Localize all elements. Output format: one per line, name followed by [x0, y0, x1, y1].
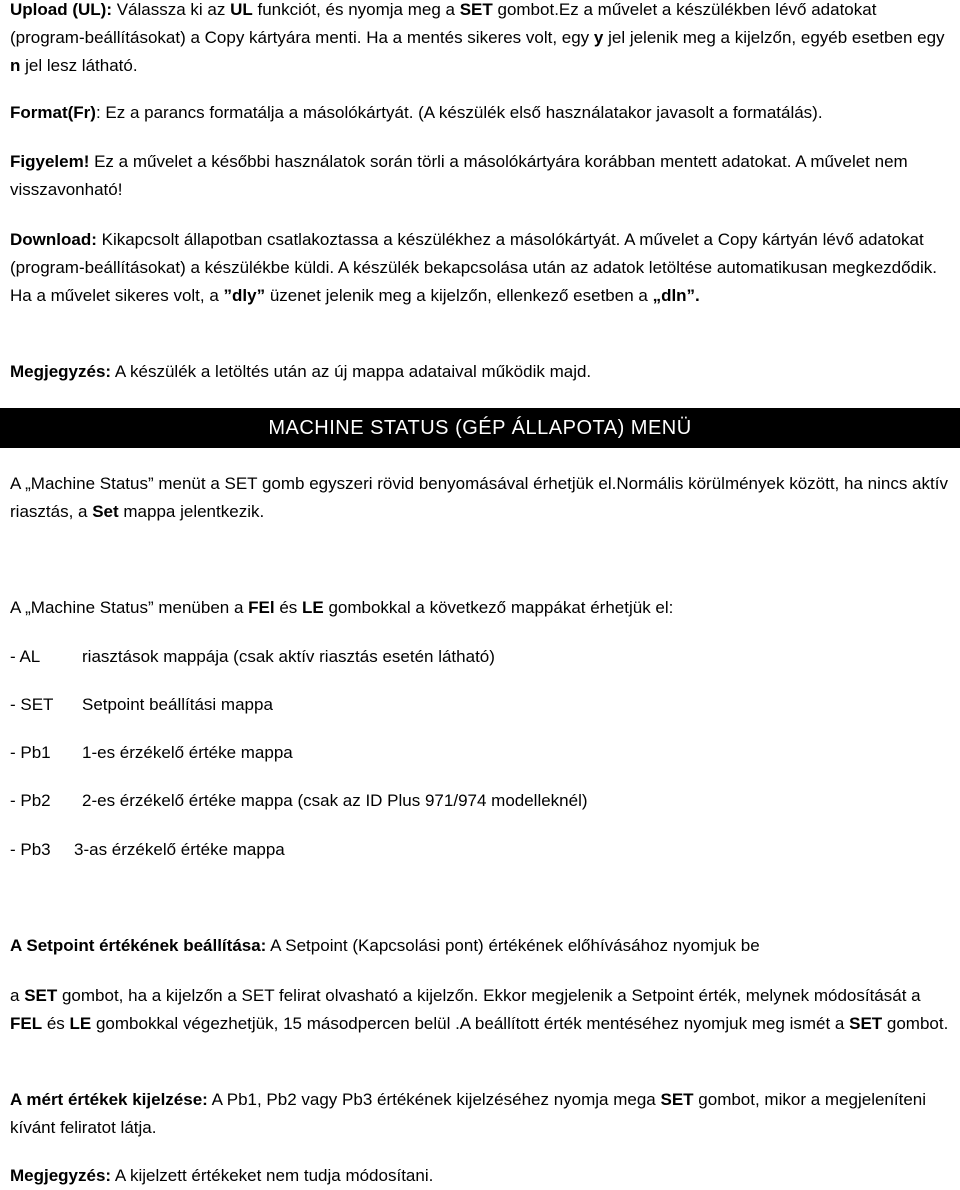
- intro-paragraph: [10, 470, 950, 526]
- dly-message: ”dly”: [223, 286, 266, 305]
- format-paragraph: [10, 99, 950, 127]
- folder-code: - Pb1: [10, 743, 51, 762]
- folder-description: Setpoint beállítási mappa: [82, 695, 273, 714]
- upload-text: Válassza ki az: [111, 0, 231, 19]
- setpoint-label: A Setpoint értékének beállítása:: [10, 936, 267, 955]
- download-text: üzenet jelenik meg a kijelzőn, ellenkező esetben a: [265, 286, 653, 305]
- measured-label: A mért értékek kijelzése:: [10, 1090, 208, 1109]
- upload-text: funkciót, és nyomja meg a: [252, 0, 460, 19]
- setpoint-text: gombokkal végezhetjük, 15 másodpercen belül .A beállított érték mentéséhez nyomjuk meg ismét a: [91, 1014, 850, 1033]
- le-key: LE: [302, 598, 324, 617]
- le-key: LE: [69, 1014, 92, 1033]
- intro-text: gombokkal a következő mappákat érhetjük el:: [323, 598, 674, 617]
- measured-text: gombot, mikor a megjeleníteni kívánt feliratot látja.: [10, 1090, 927, 1137]
- fel-key: FEl: [248, 598, 275, 617]
- note-paragraph: [10, 358, 950, 386]
- note-paragraph: [10, 1162, 950, 1190]
- upload-label: Upload (UL):: [10, 0, 112, 19]
- setpoint-text: A Setpoint (Kapcsolási pont) értékének előhívásához nyomjuk be: [266, 936, 760, 955]
- section-banner: MACHINE STATUS (GÉP ÁLLAPOTA) MENÜ: [0, 408, 960, 448]
- set-key: SET: [849, 1014, 883, 1033]
- intro-text: mappa jelentkezik.: [118, 502, 265, 521]
- folder-code: - AL: [10, 647, 41, 666]
- folder-description: 2-es érzékelő értéke mappa (csak az ID Plus 971/974 modelleknél): [82, 791, 588, 810]
- intro-text: A „Machine Status” menüt a SET gomb egyszeri rövid benyomásával érhetjük el.Normális körülmények között, ha nincs aktív riasztás, a: [10, 474, 948, 521]
- ul-code: UL: [230, 0, 253, 19]
- setpoint-heading-line: [10, 932, 950, 960]
- folder-code: - Pb2: [10, 791, 51, 810]
- upload-text: gombot.Ez a művelet a készülékben lévő adatokat (program-beállításokat) a Copy kártyára menti. Ha a mentés sikeres volt, egy: [10, 0, 877, 47]
- fel-key: FEL: [10, 1014, 43, 1033]
- set-key: SET: [660, 1090, 694, 1109]
- measured-paragraph: [10, 1086, 950, 1142]
- setpoint-text: gombot, ha a kijelzőn a SET felirat olvasható a kijelzőn. Ekkor megjelenik a Setpoint érték, melynek módosítását a: [57, 986, 921, 1005]
- warning-label: Figyelem!: [10, 152, 90, 171]
- folder-code: - SET: [10, 695, 54, 714]
- note-text: A kijelzett értékeket nem tudja módosítani.: [111, 1166, 434, 1185]
- setpoint-text: és: [42, 1014, 70, 1033]
- set-key: SET: [24, 986, 58, 1005]
- intro-text: és: [274, 598, 302, 617]
- folder-description: 1-es érzékelő értéke mappa: [82, 743, 293, 762]
- download-paragraph: [10, 226, 950, 310]
- note-text: A készülék a letöltés után az új mappa adataival működik majd.: [111, 362, 592, 381]
- warning-text: Ez a művelet a későbbi használatok során törli a másolókártyára korábban mentett adatokat. A művelet nem visszavonható!: [10, 152, 908, 199]
- warning-paragraph: [10, 148, 950, 204]
- folder-description: riasztások mappája (csak aktív riasztás esetén látható): [82, 647, 495, 666]
- intro-text: A „Machine Status” menüben a: [10, 598, 249, 617]
- dln-message: „dln”.: [652, 286, 700, 305]
- setpoint-text: gombot.: [882, 1014, 949, 1033]
- folder-code: - Pb3: [10, 840, 51, 859]
- format-text: : Ez a parancs formatálja a másolókártyát. (A készülék első használatakor javasolt a formatálás).: [95, 103, 823, 122]
- set-folder: Set: [92, 502, 119, 521]
- format-label: Format(Fr): [10, 103, 96, 122]
- download-text: Kikapcsolt állapotban csatlakoztassa a készülékhez a másolókártyát. A művelet a Copy kártyán lévő adatokat (program-beállításokat) a készülékbe küldi. A készülék bekapcsolása után az adatok letöltése automatikusan megkezdődik. Ha a művelet sikeres volt, a: [10, 230, 938, 305]
- download-label: Download:: [10, 230, 97, 249]
- measured-text: A Pb1, Pb2 vagy Pb3 értékének kijelzéséhez nyomja mega: [207, 1090, 661, 1109]
- folders-intro: [10, 594, 950, 622]
- set-key: SET: [459, 0, 493, 19]
- upload-paragraph: [10, 0, 950, 80]
- upload-text: jel jelenik meg a kijelzőn, egyéb esetben egy: [603, 28, 945, 47]
- folder-description: 3-as érzékelő értéke mappa: [74, 840, 285, 859]
- note-label: Megjegyzés:: [10, 362, 112, 381]
- setpoint-text: a: [10, 986, 25, 1005]
- n-indicator: n: [10, 56, 21, 75]
- setpoint-paragraph: [10, 982, 950, 1038]
- note-label: Megjegyzés:: [10, 1166, 112, 1185]
- upload-text: jel lesz látható.: [20, 56, 138, 75]
- y-indicator: y: [593, 28, 604, 47]
